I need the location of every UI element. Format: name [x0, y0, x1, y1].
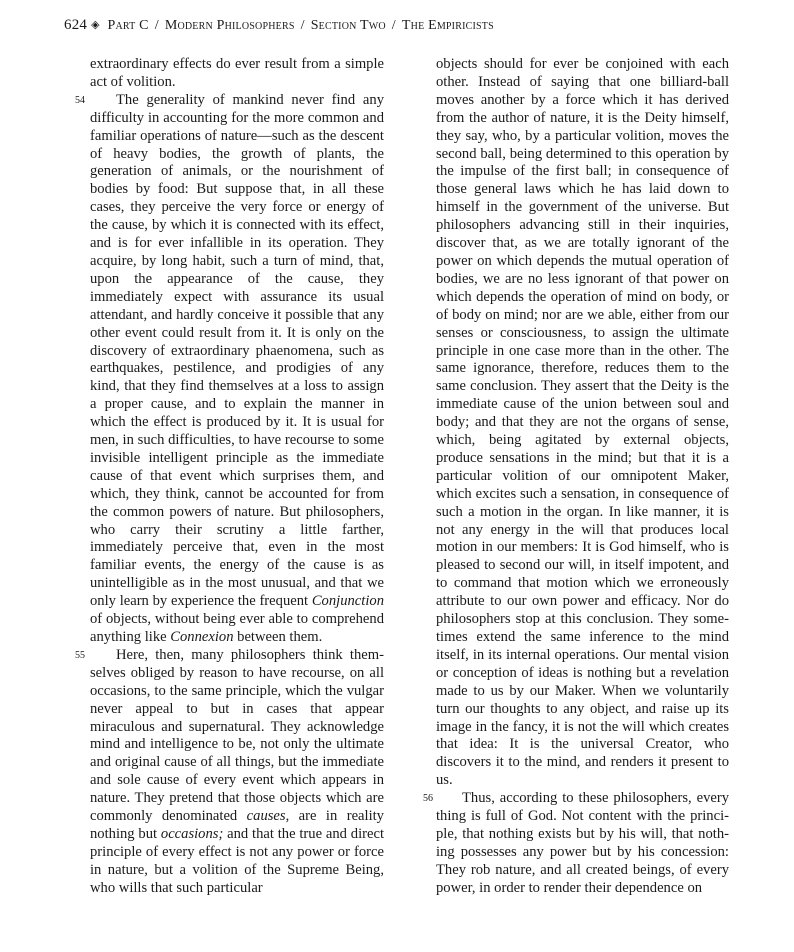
paragraph-text: Thus, according to these philosophers, every thing is full of God. Not content with the principle, that nothing exists but by his will, that nothing possesses any power but by his concession: They rob nature, and all created beings, of every power, in order to render their dependence on: [436, 790, 729, 896]
paragraph-text: between them.: [233, 629, 323, 645]
paragraph-number: 55: [75, 649, 85, 661]
diamond-ornament-icon: ◈: [91, 19, 100, 31]
paragraph-text: The generality of mankind never find any difficulty in accounting for the more common and familiar operations of nature—such as the descent of heavy bodies, the growth of plants, the generation of animals, or the nourishment of bodies by food: But suppose that, in all these cases, they perceive the very force or energy of the cause, by which it is connected with its effect, and is for ever infallible in its operation. They acquire, by long habit, such a turn of mind, that, upon the appearance of the cause, they immediately expect with assurance its usual attendant, and hardly conceive it possible that any other event could result from it. It is only on the discovery of extraordinary phaenomena, such as earthquakes, pestilence, and prodigies of any kind, that they find themselves at a loss to assign a proper cause, and to explain the manner in which the effect is produced by it. It is usual for men, in such difficulties, to have recourse to some invisible intelligent principle as the immediate cause of that event which surprises them, and which, they think, cannot be accounted for from the common powers of nature. But philosophers, who carry their scrutiny a little farther, immediately perceive that, even in the most familiar events, the energy of the cause is as unintelligible as in the most unusual, and that we only learn by experience the frequent: [90, 91, 384, 610]
left-column: [75, 56, 384, 898]
emphasis-text: Connexion: [170, 629, 234, 645]
header-subsection: The Empiricists: [401, 18, 494, 33]
header-part: Part C: [107, 18, 149, 33]
emphasis-text: Conjunction: [311, 593, 384, 610]
continuation-paragraph: objects should for ever be conjoined with each other. Instead of saying that one billiard-ball moves another by a force which it has derived from the author of nature, it is the Deity himself, they say, who, by a particular volition, moves the second ball, being determined to this operation by the impulse of the first ball; in consequence of those general laws which he has laid down to himself in the government of the universe. But philosophers advancing still in their inquiries, discover that, as we are totally ignorant of the power on which depends the mutual operation of bodies, we are no less ignorant of that power on which depends the operation of mind on body, or of body on mind; nor are we able, either from our senses or consciousness, to assign the ultimate principle in one case more than in the other. The same ignorance, therefore, reduces them to the same conclusion. They assert that the Deity is the immediate cause of the union between soul and body; and that they are not the organs of sense, which, being agitated by external objects, produce sensations in the mind; but that it is a particular volition of our omnipotent Maker, which excites such a sensation, in consequence of such a motion in the organ. In like manner, it is not any energy in the will that produces local motion in our members: It is God himself, who is pleased to second our will, in itself impotent, and to command that motion which we erroneously attribute to our own power and efficacy. Nor do philosophers stop at this conclusion. They sometimes extend the same inference to the mind itself, in its internal operations. Our mental vision or conception of ideas is nothing but a revelation made to us by our Maker. When we voluntarily turn our thoughts to any object, and raise up its image in the fancy, it is not the will which creates that idea: It is the universal Creator, who discovers it to the mind, and renders it present to us.: [436, 56, 729, 789]
paragraph-text: , are in reality nothing but: [90, 808, 384, 842]
right-column: [423, 56, 729, 898]
paragraph-text: and that the true and direct principle of every effect is not any power or force in nature, but a volition of the Supreme Being, who wills that such particular: [90, 825, 384, 896]
paragraph-56: [423, 790, 729, 897]
header-section: Section Two: [310, 18, 386, 33]
paragraph-text: Here, then, many philosophers think themselves obliged by reason to have recourse, on all occasions, to the same principle, which the vulgar never appeal to but in cases that appear miraculous and supernatural. They acknowledge mind and intelligence to be, not only the ultimate and original cause of all things, but the immediate and sole cause of every event which appears in nature. They pretend that those objects which are commonly denominated: [90, 646, 384, 825]
page-number: 624: [64, 17, 88, 33]
header-separator: /: [300, 18, 305, 33]
paragraph-text: of objects, without being ever able to comprehend anything like: [90, 611, 384, 645]
paragraph-number: 54: [75, 94, 85, 106]
header-separator: /: [154, 18, 159, 33]
emphasis-text: occasions;: [160, 825, 224, 842]
header-book: Modern Philosophers: [164, 18, 295, 33]
running-header: [64, 17, 494, 34]
paragraph-54: [75, 91, 384, 647]
header-separator: /: [391, 18, 396, 33]
paragraph-55: [75, 646, 384, 898]
emphasis-text: causes: [246, 808, 286, 825]
continuation-paragraph: extraordinary effects do ever result from a simple act of volition.: [90, 56, 384, 90]
paragraph-number: 56: [423, 793, 433, 805]
